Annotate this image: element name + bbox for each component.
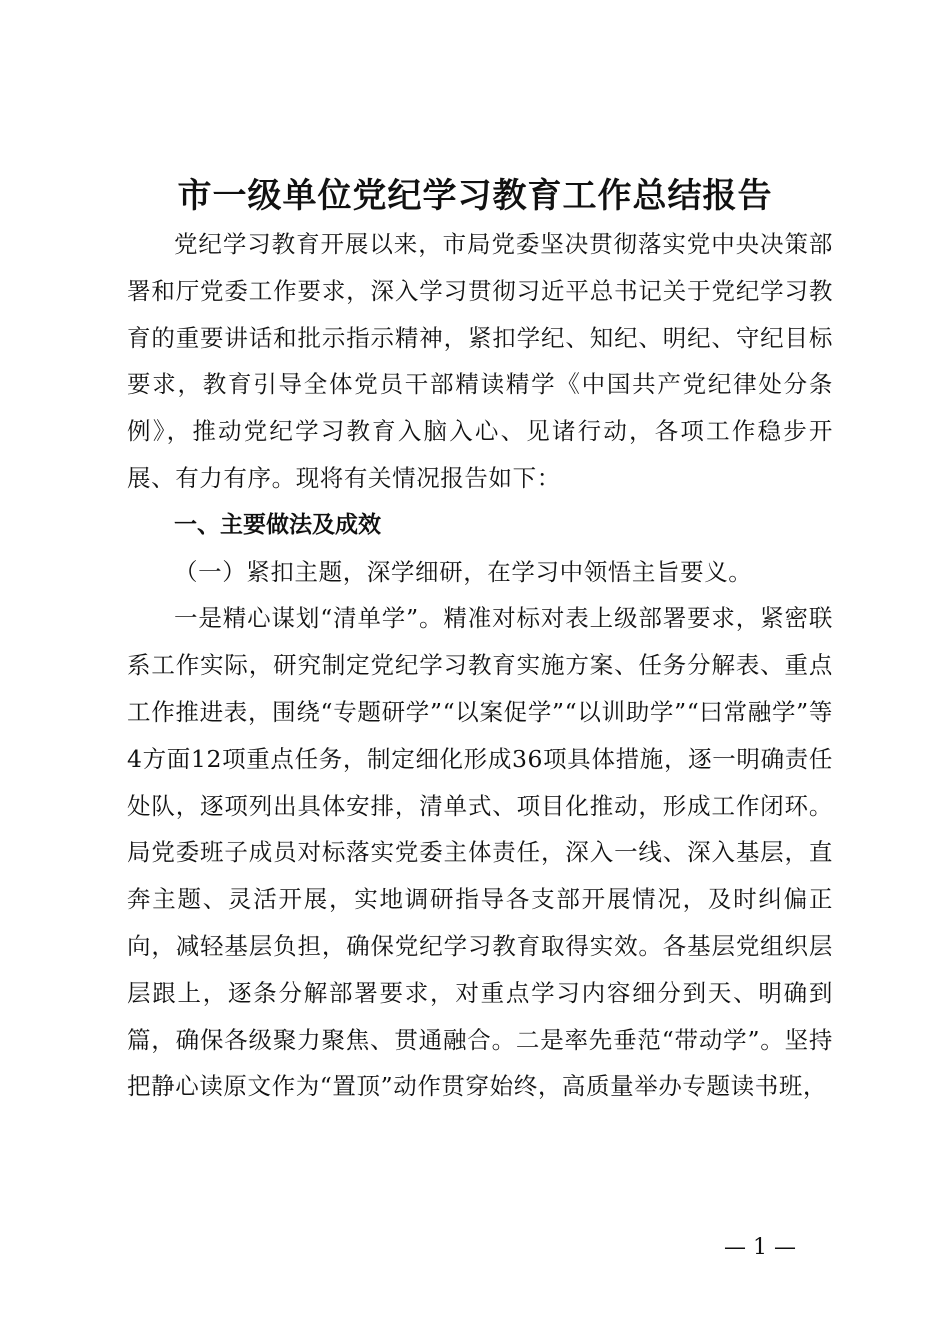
- body-paragraph: 一是精心谋划“清单学”。精准对标对表上级部署要求，紧密联系工作实际，研究制定党纪学习教育实施方案、任务分解表、重点工作推进表，围绕“专题研学”“以案促学”“以训助学”“曰常融学”等4方面12项重点任务，制定细化形成36项具体措施，逐一明确责任处队，逐项列出具体安排，清单式、项目化推动，形成工作闭环。局党委班子成员对标落实党委主体责任，深入一线、深入基层，直奔主题、灵活开展，实地调研指导各支部开展情况，及时纠偏正向，减轻基层负担，确保党纪学习教育取得实效。各基层党组织层层跟上，逐条分解部署要求，对重点学习内容细分到天、明确到篇，确保各级聚力聚焦、贯通融合。二是率先垂范“带动学”。坚持把静心读原文作为“置顶”动作贯穿始终，高质量举办专题读书班，: [127, 604, 833, 1101]
- section-heading: 一、主要做法及成效: [174, 511, 381, 538]
- document-body: [127, 221, 833, 1110]
- document-title: 市一级单位党纪学习教育工作总结报告: [177, 176, 773, 216]
- page-number: — 1 —: [724, 1235, 796, 1260]
- intro-paragraph: 党纪学习教育开展以来，市局党委坚决贯彻落实党中央决策部署和厅党委工作要求，深入学习贯彻习近平总书记关于党纪学习教育的重要讲话和批示指示精神，紧扣学纪、知纪、明纪、守纪目标要求，教育引导全体党员干部精读精学《中国共产党纪律处分条例》，推动党纪学习教育入脑入心、见诸行动，各项工作稳步开展、有力有序。现将有关情况报告如下：: [127, 230, 833, 492]
- subsection-heading: （一）紧扣主题，深学细研，在学习中领悟主旨要义。: [174, 557, 753, 586]
